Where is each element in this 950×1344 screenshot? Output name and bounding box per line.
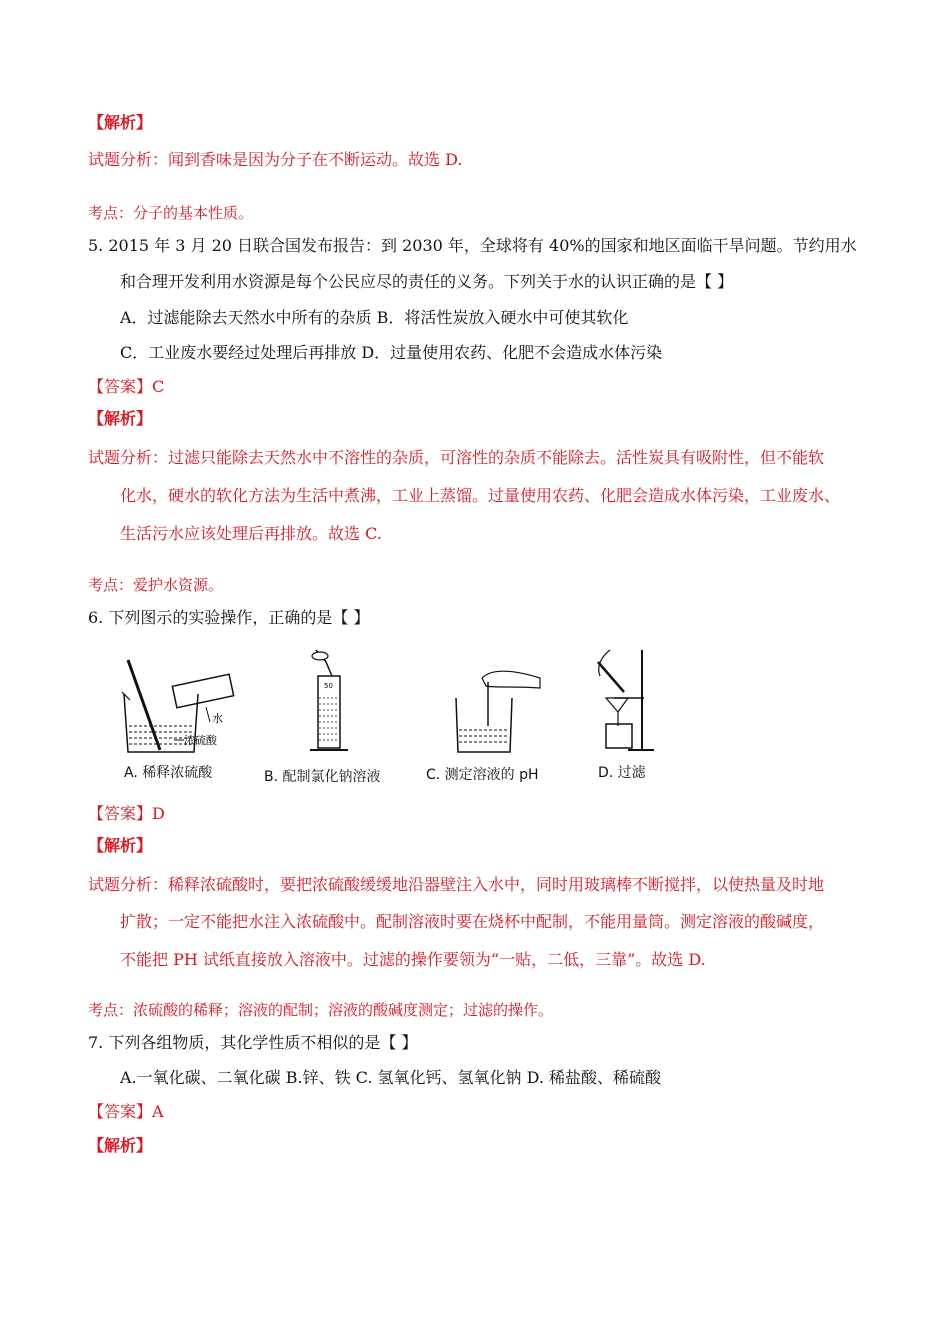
q7-stem: 7. 下列各组物质，其化学性质不相似的是【 】 — [88, 1033, 418, 1052]
q5-jiexi-label: 【解析】 — [88, 409, 153, 428]
figure-a-acid-label: 浓硫酸 — [184, 734, 217, 747]
q6-stem: 6. 下列图示的实验操作，正确的是【 】 — [88, 608, 370, 627]
q7-answer: 【答案】A — [88, 1102, 164, 1121]
q5-analysis-line3: 生活污水应该处理后再排放。故选 C. — [120, 524, 382, 543]
q7-jiexi-label: 【解析】 — [88, 1136, 153, 1155]
q6-analysis-line2: 扩散；一定不能把水注入浓硫酸中。配制溶液时要在烧杯中配制，不能用量筒。测定溶液的酸碱度， — [120, 912, 825, 931]
q7-options: A.一氧化碳、二氧化碳 B.锌、铁 C. 氢氧化钙、氢氧化钠 D. 稀盐酸、稀硫酸 — [120, 1068, 662, 1087]
q5-stem-line1: 5. 2015 年 3 月 20 日联合国发布报告：到 2030 年，全球将有 40%的国家和地区面临干旱问题。节约用水 — [88, 236, 857, 255]
figure-d-caption: D. 过滤 — [598, 765, 646, 781]
q5-options-ab: A．过滤能除去天然水中所有的杂质 B．将活性炭放入硬水中可使其软化 — [120, 308, 629, 327]
figure-a-caption: A. 稀释浓硫酸 — [124, 765, 213, 781]
q5-analysis-line2: 化水，硬水的软化方法为生活中煮沸，工业上蒸馏。过量使用农药、化肥会造成水体污染，工业废水、 — [120, 486, 841, 505]
q5-answer: 【答案】C — [88, 377, 165, 396]
q4-jiexi-label: 【解析】 — [88, 113, 153, 132]
figure-a-dilute-acid — [116, 652, 246, 757]
q4-analysis: 试题分析：闻到香味是因为分子在不断运动。故选 D. — [88, 150, 463, 169]
figure-a-water-label: 水 — [212, 712, 223, 725]
q5-stem-line2: 和合理开发利用水资源是每个公民应尽的责任的义务。下列关于水的认识正确的是【 】 — [120, 272, 734, 291]
q5-analysis-line1: 试题分析：过滤只能除去天然水中不溶性的杂质，可溶性的杂质不能除去。活性炭具有吸附性，但不能软 — [88, 448, 825, 467]
figure-c-ph-test — [452, 664, 544, 758]
figure-b-caption: B. 配制氯化钠溶液 — [264, 769, 381, 785]
q6-jiexi-label: 【解析】 — [88, 836, 153, 855]
q6-analysis-line3: 不能把 PH 试纸直接放入溶液中。过滤的操作要领为“一贴，二低，三靠”。故选 D. — [120, 950, 706, 969]
figure-c-caption: C. 测定溶液的 pH — [426, 767, 539, 783]
q5-options-cd: C．工业废水要经过处理后再排放 D．过量使用农药、化肥不会造成水体污染 — [120, 343, 663, 362]
q6-analysis-line1: 试题分析：稀释浓硫酸时，要把浓硫酸缓缓地沿器壁注入水中，同时用玻璃棒不断搅拌，以使热量及时地 — [88, 875, 825, 894]
figure-b-mark: 50 — [324, 682, 333, 690]
figure-b-graduated-cylinder — [302, 648, 362, 756]
q6-kaodian: 考点：浓硫酸的稀释；溶液的配制；溶液的酸碱度测定；过滤的操作。 — [88, 1001, 554, 1019]
q6-answer: 【答案】D — [88, 804, 165, 823]
q4-kaodian: 考点：分子的基本性质。 — [88, 204, 254, 222]
figure-d-filtration — [588, 646, 658, 756]
q5-kaodian: 考点：爱护水资源。 — [88, 576, 224, 594]
